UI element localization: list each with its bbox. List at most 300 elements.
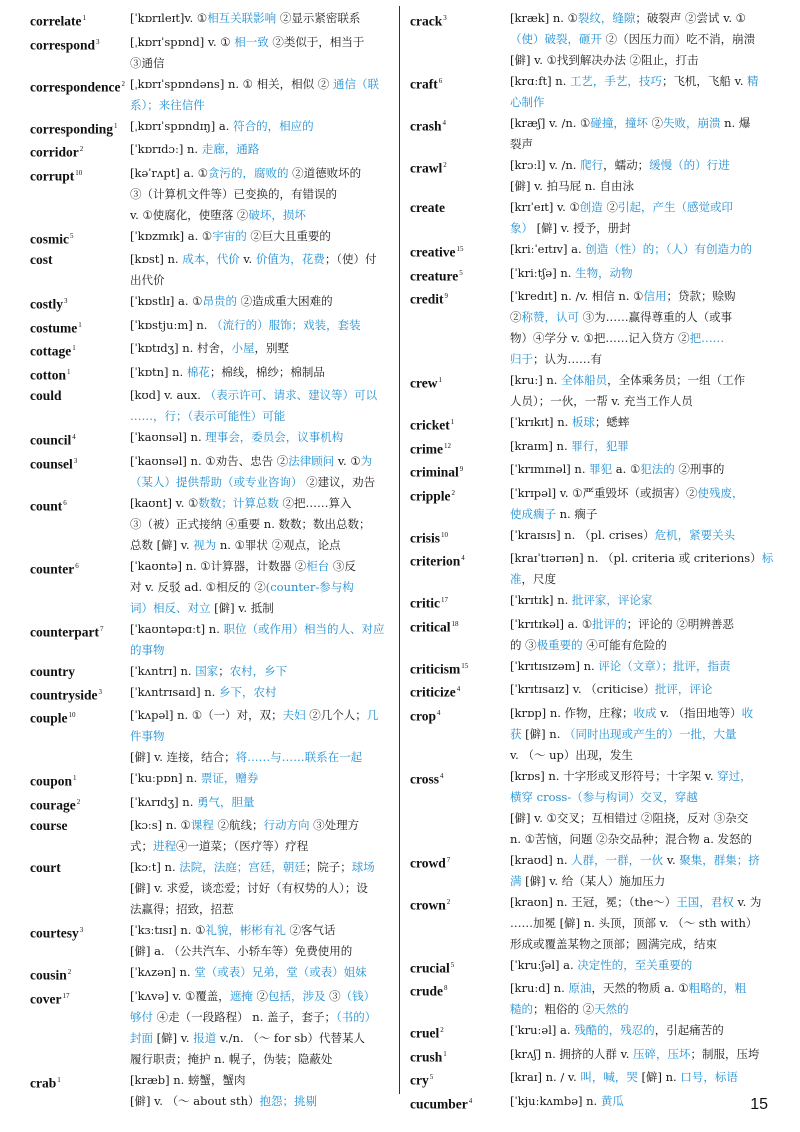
definition-line bbox=[130, 338, 414, 359]
definition-line bbox=[130, 768, 414, 789]
definition-text: [ˈkɒrɪdɔː] n. bbox=[130, 142, 202, 156]
headword bbox=[30, 116, 130, 140]
definition-line bbox=[130, 184, 414, 205]
entry-courage bbox=[30, 792, 414, 816]
highlighted-meaning: 通信（联 bbox=[332, 76, 379, 91]
headword bbox=[30, 74, 130, 98]
definition-text: 履行职责；掩护 n. 幌子，伪装；隐蔽处 bbox=[130, 1051, 333, 1066]
entry-cottage bbox=[30, 338, 414, 362]
definition bbox=[510, 483, 776, 525]
entry-cover bbox=[30, 986, 414, 1070]
entry-crack bbox=[410, 8, 776, 71]
highlighted-meaning: 遮掩 bbox=[229, 988, 253, 1003]
highlighted-meaning: （某人）提供帮助（或专业咨询） bbox=[130, 474, 303, 489]
definition-line bbox=[130, 362, 414, 383]
headword-text: coupon bbox=[30, 773, 73, 789]
definition-text: [ˈkaʊntə] n. ①计算器，计数器 ② bbox=[130, 558, 307, 573]
definition-text: ③ bbox=[325, 988, 341, 1003]
definition-line bbox=[130, 815, 414, 836]
highlighted-meaning: 破坏，损坏 bbox=[248, 207, 306, 222]
frequency-marker: 2 bbox=[451, 488, 455, 497]
headword-text: count bbox=[30, 498, 63, 513]
definition-line bbox=[130, 1007, 414, 1028]
highlighted-meaning: 压碎，压坏 bbox=[633, 1046, 691, 1061]
highlighted-meaning: 课程 bbox=[190, 818, 214, 832]
headword bbox=[30, 792, 130, 816]
definition-line bbox=[130, 1049, 414, 1070]
frequency-marker: 7 bbox=[446, 855, 451, 864]
definition-text: [ˈkredɪt] n. /v. 相信 n. ① bbox=[510, 289, 644, 303]
definition-text: [ˈkriːtʃə] n. bbox=[510, 265, 576, 280]
headword bbox=[30, 556, 130, 580]
definition-line bbox=[510, 263, 776, 284]
definition-line bbox=[510, 614, 776, 635]
highlighted-meaning: 原油 bbox=[568, 981, 592, 995]
definition-text: ③为……赢得尊重的人（或事 bbox=[579, 310, 733, 324]
headword-text: cottage bbox=[30, 343, 72, 359]
entry-criticize bbox=[410, 679, 776, 703]
highlighted-meaning: 精 bbox=[747, 74, 759, 88]
headword-text: craft bbox=[410, 76, 438, 92]
definition bbox=[130, 8, 414, 29]
highlighted-meaning: 标 bbox=[761, 551, 774, 565]
definition-line bbox=[510, 483, 776, 504]
frequency-marker: 2 bbox=[79, 145, 84, 153]
definition-text: [kraʊd] n. bbox=[510, 852, 572, 867]
definition-text: [kraɪˈtɪərɪən] n. （pl. criteria 或 criterions） bbox=[510, 551, 762, 565]
entry-criminal bbox=[410, 459, 776, 483]
definition-line bbox=[510, 955, 776, 976]
definition-line bbox=[130, 53, 414, 74]
definition-line bbox=[130, 74, 414, 95]
definition-text: [ˈkrɪmɪnəl] n. bbox=[510, 462, 590, 476]
definition-text: [僻] v. 拍马屁 n. 自由泳 bbox=[510, 179, 634, 193]
headword bbox=[30, 986, 130, 1010]
entry-cotton bbox=[30, 362, 414, 386]
highlighted-meaning: （表示许可、请求、建议等）可以 bbox=[204, 388, 378, 402]
definition-text: ② bbox=[602, 200, 618, 214]
highlighted-meaning: (counter-参与构 bbox=[265, 579, 354, 594]
highlighted-meaning: （书的） bbox=[336, 1009, 377, 1024]
definition-text: [僻] v. 连接，结合； bbox=[130, 750, 236, 764]
headword-text: courage bbox=[30, 797, 76, 812]
definition-line bbox=[130, 291, 414, 312]
definition-text: [ˈkʌpəl] n. ①（一）对，双； bbox=[130, 708, 283, 722]
definition-line bbox=[510, 808, 776, 829]
highlighted-meaning: 行动方向 bbox=[263, 818, 310, 832]
definition-text: [ˈkaʊnsəl] n. ①劝告、忠告 ② bbox=[130, 453, 289, 468]
frequency-marker: 3 bbox=[79, 926, 84, 934]
definition-text: 出代价 bbox=[130, 273, 165, 287]
definition-line bbox=[130, 315, 414, 336]
headword bbox=[30, 139, 130, 163]
headword bbox=[410, 978, 510, 1002]
headword-text: crack bbox=[410, 13, 443, 29]
headword bbox=[30, 815, 130, 836]
definition-line bbox=[130, 514, 414, 535]
highlighted-meaning: 王国，君权 bbox=[676, 894, 734, 909]
definition bbox=[130, 226, 414, 247]
definition bbox=[510, 459, 776, 480]
headword-text: course bbox=[30, 818, 68, 833]
column-divider bbox=[399, 6, 400, 1094]
headword bbox=[30, 682, 130, 706]
headword-text: crab bbox=[30, 1075, 57, 1090]
entry-crucial bbox=[410, 955, 776, 979]
definition-text: v. （～ up）出现，发生 bbox=[510, 747, 633, 762]
definition-line bbox=[510, 635, 776, 656]
headword-text: cucumber bbox=[410, 1096, 468, 1111]
definition bbox=[510, 1020, 776, 1041]
definition bbox=[510, 525, 776, 546]
definition bbox=[130, 815, 414, 857]
entry-crab bbox=[30, 1070, 414, 1112]
headword-text: crude bbox=[410, 983, 443, 999]
entry-critic bbox=[410, 590, 776, 614]
definition-text: v. （指田地等） bbox=[656, 705, 742, 720]
definition bbox=[510, 239, 776, 260]
headword-text: court bbox=[30, 860, 61, 875]
definition-line bbox=[510, 349, 776, 370]
headword-text: correspond bbox=[30, 37, 96, 52]
definition bbox=[130, 362, 414, 383]
highlighted-meaning: cross-（参与构词）交叉，穿越 bbox=[536, 789, 698, 804]
definition-text: 人员）；一伙，一帮 v. 充当工作人员 bbox=[510, 394, 693, 408]
definition-text: n. ①罪状 ②观点，论点 bbox=[216, 537, 341, 552]
page-number: 15 bbox=[750, 1096, 768, 1113]
highlighted-meaning: 勇气，胆量 bbox=[197, 794, 255, 809]
definition-line bbox=[130, 941, 414, 962]
frequency-marker: 2 bbox=[67, 968, 72, 976]
definition-line bbox=[510, 766, 776, 787]
definition bbox=[510, 370, 776, 412]
definition-line bbox=[510, 459, 776, 480]
headword-text: creature bbox=[410, 268, 459, 283]
definition-text: [ˈkɒtɪdʒ] n. 村舍， bbox=[130, 341, 232, 355]
highlighted-meaning: 相互关联影响 bbox=[207, 11, 277, 25]
headword-text: counsel bbox=[30, 456, 73, 471]
entry-crude bbox=[410, 978, 776, 1020]
definition-text: ②巨大且重要的 bbox=[246, 228, 331, 243]
headword-text: cripple bbox=[410, 488, 451, 503]
definition-line bbox=[510, 679, 776, 700]
frequency-marker: 3 bbox=[98, 687, 102, 696]
frequency-marker: 17 bbox=[440, 596, 448, 604]
frequency-marker: 2 bbox=[443, 161, 447, 169]
headword-text: counterpart bbox=[30, 624, 99, 639]
headword-text: criticism bbox=[410, 661, 461, 676]
headword-text: criterion bbox=[410, 553, 461, 569]
highlighted-meaning: 碰撞，撞坏 bbox=[590, 116, 648, 130]
definition-line bbox=[510, 913, 776, 934]
frequency-marker: 10 bbox=[441, 530, 448, 539]
headword bbox=[410, 955, 510, 979]
frequency-marker: 15 bbox=[461, 661, 469, 670]
definition-text: ②建议，劝告 bbox=[302, 474, 376, 489]
headword bbox=[30, 962, 130, 986]
headword bbox=[410, 412, 510, 436]
definition-text: ②道德败坏的 bbox=[288, 165, 362, 180]
frequency-marker: 5 bbox=[429, 1073, 434, 1081]
highlighted-meaning: 决定性的，至关重要的 bbox=[577, 957, 693, 972]
definition-text: [kruː] n. bbox=[510, 373, 562, 387]
definition-line bbox=[510, 29, 776, 50]
entry-cripple bbox=[410, 483, 776, 525]
definition-text: [ˈkʌrɪdʒ] n. bbox=[130, 794, 198, 809]
headword-text: corrupt bbox=[30, 168, 75, 183]
highlighted-meaning: 棉花 bbox=[186, 364, 210, 379]
highlighted-meaning: 昂贵的 bbox=[202, 294, 237, 308]
definition-text: ；评论的 ②明辨善恶 bbox=[626, 616, 734, 631]
definition-line bbox=[130, 705, 414, 726]
definition-line bbox=[510, 155, 776, 176]
definition bbox=[130, 705, 414, 768]
headword-text: create bbox=[410, 200, 445, 215]
definition-text: [僻] v. bbox=[153, 1030, 194, 1045]
definition-text: ②几个人； bbox=[305, 708, 367, 722]
highlighted-meaning: 走廊，通路 bbox=[201, 142, 260, 156]
highlighted-meaning: 把…… bbox=[689, 331, 725, 345]
highlighted-meaning: 球场 bbox=[351, 860, 375, 874]
headword bbox=[410, 1020, 510, 1044]
highlighted-meaning: 国家 bbox=[195, 663, 219, 678]
definition-line bbox=[130, 535, 414, 556]
definition-text: v. 为 bbox=[733, 894, 762, 909]
definition-line bbox=[130, 986, 414, 1007]
definition-line bbox=[130, 95, 414, 116]
headword-text: criticize bbox=[410, 684, 456, 700]
headword bbox=[30, 385, 130, 406]
entry-crew bbox=[410, 370, 776, 412]
definition bbox=[510, 955, 776, 976]
highlighted-meaning: 板球 bbox=[571, 415, 595, 429]
definition-text: [ˈkʌntrɪ] n. bbox=[130, 663, 196, 678]
definition-text: v. ①使腐化，使堕落 ② bbox=[130, 207, 249, 222]
definition-text: [僻] v. 求爱，谈恋爱；讨好（有权势的人）；设 bbox=[130, 881, 368, 895]
definition-text: ④可能有危险的 bbox=[582, 637, 667, 652]
highlighted-meaning: 危机，紧要关头 bbox=[654, 527, 736, 542]
entry-costly bbox=[30, 291, 414, 315]
definition-text: [kræʃ] v. /n. ① bbox=[510, 116, 591, 130]
frequency-marker: 4 bbox=[440, 771, 444, 780]
headword bbox=[30, 362, 130, 386]
headword-text: counter bbox=[30, 561, 75, 576]
definition-text: [ˈkaʊntəpɑːt] n. bbox=[130, 621, 224, 636]
definition bbox=[510, 197, 776, 239]
frequency-marker: 1 bbox=[438, 376, 442, 384]
definition-line bbox=[130, 1070, 414, 1091]
highlighted-meaning: 为 bbox=[360, 453, 373, 468]
definition bbox=[130, 338, 414, 359]
headword-text: cruel bbox=[410, 1025, 440, 1041]
definition-line bbox=[130, 385, 414, 406]
definition-line bbox=[510, 197, 776, 218]
entry-cricket bbox=[410, 412, 776, 436]
frequency-marker: 2 bbox=[440, 1026, 444, 1034]
entry-creative bbox=[410, 239, 776, 263]
definition-line bbox=[510, 134, 776, 155]
definition-text: [ˈkuːpɒn] n. bbox=[130, 771, 201, 785]
definition-line bbox=[510, 307, 776, 328]
definition bbox=[130, 291, 414, 312]
right-column bbox=[410, 8, 776, 1114]
definition-line bbox=[510, 850, 776, 871]
definition-line bbox=[510, 370, 776, 391]
highlighted-meaning: 称赞，认可 bbox=[521, 310, 579, 324]
highlighted-meaning: 贪污的，腐败的 bbox=[208, 165, 289, 180]
definition-line bbox=[130, 726, 414, 747]
definition-line bbox=[130, 249, 414, 270]
highlighted-meaning: 创造（性）的；（人）有创造力的 bbox=[585, 242, 753, 256]
definition-line bbox=[130, 163, 414, 184]
definition-text: [kræb] n. 螃蟹，蟹肉 bbox=[130, 1072, 246, 1087]
highlighted-meaning: 宇宙的 bbox=[212, 228, 247, 243]
headword-text: crew bbox=[410, 375, 438, 391]
frequency-marker: 1 bbox=[72, 344, 76, 352]
definition-line bbox=[510, 829, 776, 850]
headword bbox=[410, 703, 510, 727]
definition-text: ③处理方 bbox=[309, 818, 360, 832]
definition bbox=[130, 385, 414, 427]
definition-text: [krɒp] n. 作物，庄稼； bbox=[510, 705, 634, 720]
headword bbox=[30, 315, 130, 339]
highlighted-meaning: 报道 bbox=[193, 1030, 217, 1045]
frequency-marker: 2 bbox=[76, 797, 81, 806]
definition-line bbox=[510, 1044, 776, 1065]
frequency-marker: 12 bbox=[443, 441, 451, 450]
definition-text: [kɔːt] n. bbox=[130, 860, 180, 874]
definition bbox=[130, 249, 414, 291]
definition-text: n. ①苦恼，问题 ②杂交品种；混合物 a. 发怒的 bbox=[510, 831, 753, 846]
definition-text: [krʌʃ] n. 拥挤的人群 v. bbox=[510, 1046, 634, 1061]
highlighted-meaning: 法律顾问 bbox=[288, 453, 335, 468]
definition-text: [ˈkruːəl] a. bbox=[510, 1023, 575, 1037]
highlighted-meaning: 小屋 bbox=[231, 341, 255, 355]
highlighted-meaning: （使）破裂，砸开 bbox=[510, 32, 602, 46]
highlighted-meaning: 心制作 bbox=[510, 95, 545, 109]
definition-line bbox=[130, 205, 414, 226]
highlighted-meaning: 叫，喊，哭 bbox=[580, 1070, 638, 1084]
definition-text: n. 瘸子 bbox=[556, 506, 598, 521]
entry-critical bbox=[410, 614, 776, 656]
definition-line bbox=[130, 920, 414, 941]
definition-text: [僻] v. 授予，册封 bbox=[533, 221, 631, 235]
definition bbox=[510, 113, 776, 155]
definition-text: [ˈkrɪtɪkəl] a. ① bbox=[510, 616, 593, 631]
definition-text: ②把……算入 bbox=[278, 495, 352, 510]
definition-text: ；制服，压垮 bbox=[690, 1046, 760, 1061]
definition-text: ② bbox=[252, 988, 268, 1003]
definition-text: ③（计算机文件等）已变换的，有错误的 bbox=[130, 186, 337, 201]
definition bbox=[510, 286, 776, 370]
highlighted-meaning: 缓慢（的）行进 bbox=[649, 158, 730, 172]
headword-text: crown bbox=[410, 897, 446, 912]
definition-text: ；贷款；赊购 bbox=[666, 289, 736, 303]
headword-text: criminal bbox=[410, 464, 459, 480]
definition-line bbox=[130, 226, 414, 247]
highlighted-meaning: 乡下，农村 bbox=[218, 684, 277, 699]
definition-text: ；粗俗的 ② bbox=[533, 1002, 595, 1016]
definition-line bbox=[510, 978, 776, 999]
definition-line bbox=[510, 176, 776, 197]
headword bbox=[410, 548, 510, 572]
definition bbox=[510, 412, 776, 433]
definition bbox=[510, 590, 776, 611]
definition-line bbox=[510, 724, 776, 745]
definition-text: [krɪˈeɪt] v. ① bbox=[510, 200, 580, 214]
entry-corrupt bbox=[30, 163, 414, 226]
headword bbox=[410, 590, 510, 614]
headword-text: critic bbox=[410, 595, 440, 611]
highlighted-meaning: 创造 bbox=[579, 200, 603, 214]
frequency-marker: 9 bbox=[459, 465, 464, 473]
headword-text: cotton bbox=[30, 367, 66, 382]
entry-cross bbox=[410, 766, 776, 850]
highlighted-meaning: 粗略的，粗 bbox=[688, 981, 747, 995]
definition-text: [kraɪm] n. bbox=[510, 438, 572, 453]
frequency-marker: 1 bbox=[450, 418, 455, 426]
entry-criterion bbox=[410, 548, 776, 590]
definition bbox=[510, 548, 776, 590]
definition-line bbox=[130, 493, 414, 514]
highlighted-meaning: 批评的 bbox=[592, 616, 627, 631]
headword-text: critical bbox=[410, 619, 451, 634]
highlighted-meaning: 极重要的 bbox=[536, 637, 583, 652]
frequency-marker: 7 bbox=[99, 624, 104, 633]
headword bbox=[30, 163, 130, 187]
definition-text: 法赢得；招致，招惹 bbox=[130, 902, 234, 916]
headword bbox=[30, 661, 130, 682]
headword bbox=[410, 679, 510, 703]
definition-line bbox=[510, 1067, 776, 1088]
headword bbox=[30, 291, 130, 315]
entry-creature bbox=[410, 263, 776, 287]
definition bbox=[130, 986, 414, 1070]
highlighted-meaning: 批评家，评论家 bbox=[571, 593, 653, 607]
definition bbox=[510, 8, 776, 71]
highlighted-meaning: 系）；来往信件 bbox=[130, 97, 205, 112]
definition-text: ，尺度 bbox=[521, 572, 556, 586]
definition-text: [krɔːl] v. /n. bbox=[510, 158, 581, 172]
definition-text: 式； bbox=[130, 839, 153, 853]
frequency-marker: 6 bbox=[75, 561, 79, 570]
definition-line bbox=[130, 899, 414, 920]
entry-create bbox=[410, 197, 776, 239]
definition bbox=[130, 139, 414, 160]
definition-text: ③反 bbox=[329, 558, 356, 573]
definition-line bbox=[130, 451, 414, 472]
frequency-marker: 1 bbox=[82, 14, 86, 22]
entry-could bbox=[30, 385, 414, 427]
highlighted-meaning: 视为 bbox=[193, 537, 217, 552]
definition-text: [ˌkɒrɪˈspɒnd] v. ① bbox=[130, 34, 235, 49]
definition-text: ；认为……有 bbox=[533, 352, 602, 366]
highlighted-meaning: 法院，法庭；宫廷，朝廷 bbox=[179, 860, 306, 874]
definition bbox=[130, 315, 414, 336]
frequency-marker: 4 bbox=[468, 1096, 473, 1105]
highlighted-meaning: ……，行；（表示可能性）可能 bbox=[130, 409, 286, 423]
entry-cry bbox=[410, 1067, 776, 1091]
definition-text: [僻] v. 抵制 bbox=[210, 600, 274, 615]
entry-crush bbox=[410, 1044, 776, 1068]
definition bbox=[130, 427, 414, 448]
definition-text: [ˌkɒrɪˈspɒndɪŋ] a. bbox=[130, 118, 234, 133]
definition bbox=[510, 703, 776, 766]
definition bbox=[130, 116, 414, 137]
entry-cousin bbox=[30, 962, 414, 986]
entry-counterpart bbox=[30, 619, 414, 661]
definition bbox=[510, 679, 776, 700]
